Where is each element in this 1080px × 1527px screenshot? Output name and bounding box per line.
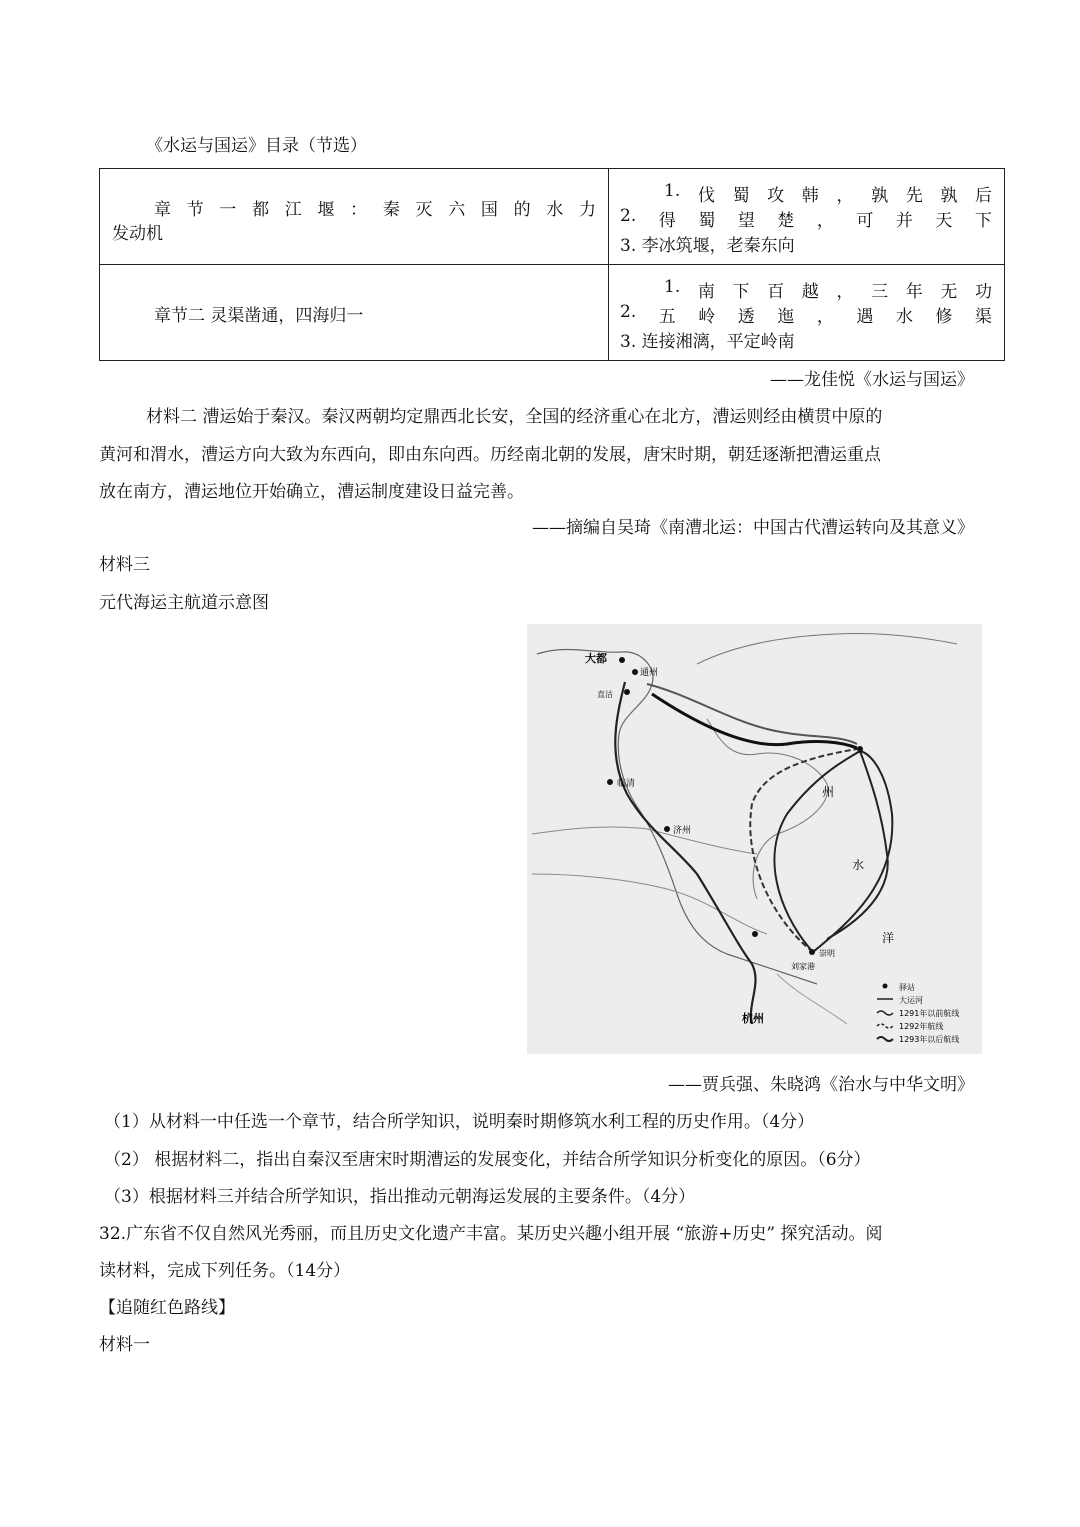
label-jizhou: 济州 [673,826,692,836]
question-3: （3）根据材料三并结合所学知识，指出推动元朝海运发展的主要条件。（4分） [104,1187,696,1207]
label-chongming: 崇明 [819,949,835,958]
material-2-line-3: 放在南方，漕运地位开始确立，漕运制度建设日益完善。 [99,482,524,502]
sea-route-1292 [750,749,857,952]
bohai-coast [647,684,857,744]
sea-char-3: 洋 [882,931,895,945]
chapter-1-item-1: 1. 伐 蜀 攻 韩 ， 孰 先 孰 后 [664,181,992,206]
q32-section: 【追随红色路线】 [99,1298,235,1318]
station-jizhou [664,826,670,832]
station-tongzhou [632,669,638,675]
legend-route-1291-symbol [877,1011,893,1015]
label-zhigu: 直沽 [597,690,613,699]
material-2-line-2: 黄河和渭水，漕运方向大致为东西向，即由东向西。历经南北朝的发展，唐宋时期，朝廷逐渐把漕运重点 [99,445,881,465]
material-3-label: 材料三 [99,555,150,575]
huai-river [532,874,767,934]
south-coast [777,974,847,1024]
route-map-svg [527,624,982,1054]
q32-material-1: 材料一 [99,1335,150,1355]
chapter-1-title-line1: 章 节 一 都 江 堰 ： 秦 灭 六 国 的 水 力 [154,200,596,220]
chapter-1-title-line2: 发动机 [112,224,163,244]
toc-table [99,168,1005,361]
toc-title: 《水运与国运》目录（节选） [146,136,367,156]
northern-border [697,633,957,664]
label-tongzhou: 通州 [640,668,659,678]
legend-canal: 大运河 [899,996,923,1005]
legend-route-1291: 1291年以前航线 [899,1009,960,1018]
sea-char-2: 水 [852,858,865,872]
bohai-route [652,694,857,748]
q32-line-1: 32.广东省不仅自然风光秀丽，而且历史文化遗产丰富。某历史兴趣小组开展 “旅游+历史” 探究活动。阅 [99,1224,883,1244]
chapter-1-item-3: 3. 李冰筑堰，老秦东向 [620,236,795,256]
source-2: ——摘编自吴琦《南漕北运：中国古代漕运转向及其意义》 [532,518,974,538]
route-map [527,624,982,1054]
legend-route-1293-symbol [877,1037,893,1041]
station-linqing [607,779,613,785]
map-legend [877,982,959,1044]
chapter-2-item-3: 3. 连接湘漓，平定岭南 [620,332,795,352]
sea-route-1291 [774,751,887,952]
legend-station: 驿站 [899,983,915,992]
toc-row-2-items [609,265,1005,361]
legend-route-1292-symbol [877,1024,893,1028]
chapter-2-title: 章节二 灵渠凿通，四海归一 [154,306,364,326]
toc-row-2 [100,265,1005,361]
label-liujiagang: 刘家港 [791,962,815,971]
legend-route-1292: 1292年航线 [899,1022,944,1031]
label-linqing: 临清 [617,779,636,789]
chapter-2-item-1: 1. 南 下 百 越 ， 三 年 无 功 [664,277,992,302]
label-dadu: 大都 [585,652,607,665]
station-dadu [619,657,625,663]
label-hangzhou: 杭州 [742,1012,764,1025]
grand-canal-route [615,682,755,1024]
toc-row-1 [100,169,1005,265]
legend-station-symbol [883,984,888,989]
chapter-2-item-2: 2. 五 岭 透 迤 ， 遇 水 修 渠 [620,302,992,327]
toc-row-1-items [609,169,1005,265]
legend-route-1293: 1293年以后航线 [899,1035,960,1044]
source-3: ——贾兵强、朱晓鸿《治水与中华文明》 [668,1075,974,1095]
sea-char-1: 州 [822,785,835,799]
question-2: （2） 根据材料二，指出自秦汉至唐宋时期漕运的发展变化，并结合所学知识分析变化的原因。（6分） [104,1150,871,1170]
q32-line-2: 读材料，完成下列任务。（14分） [99,1261,351,1281]
yellow-river [532,827,757,854]
station-liujiagang [809,949,815,955]
station-chengshan [857,746,863,752]
toc-row-1-chapter [100,169,609,265]
toc-row-2-chapter [100,265,609,361]
map-title: 元代海运主航道示意图 [99,593,269,613]
material-2-line-1: 材料二 漕运始于秦汉。秦汉两朝均定鼎西北长安，全国的经济重心在北方，漕运则经由横贯中原的 [146,407,883,427]
chapter-1-item-2: 2. 得 蜀 望 楚 ， 可 并 天 下 [620,206,992,231]
coastline-contour [537,649,817,984]
question-1: （1）从材料一中任选一个章节，结合所学知识，说明秦时期修筑水利工程的历史作用。（4分） [104,1112,815,1132]
station-zhigu [624,689,630,695]
shandong-coast [707,719,828,899]
station-unnamed [752,931,758,937]
source-1: ——龙佳悦《水运与国运》 [770,370,974,390]
